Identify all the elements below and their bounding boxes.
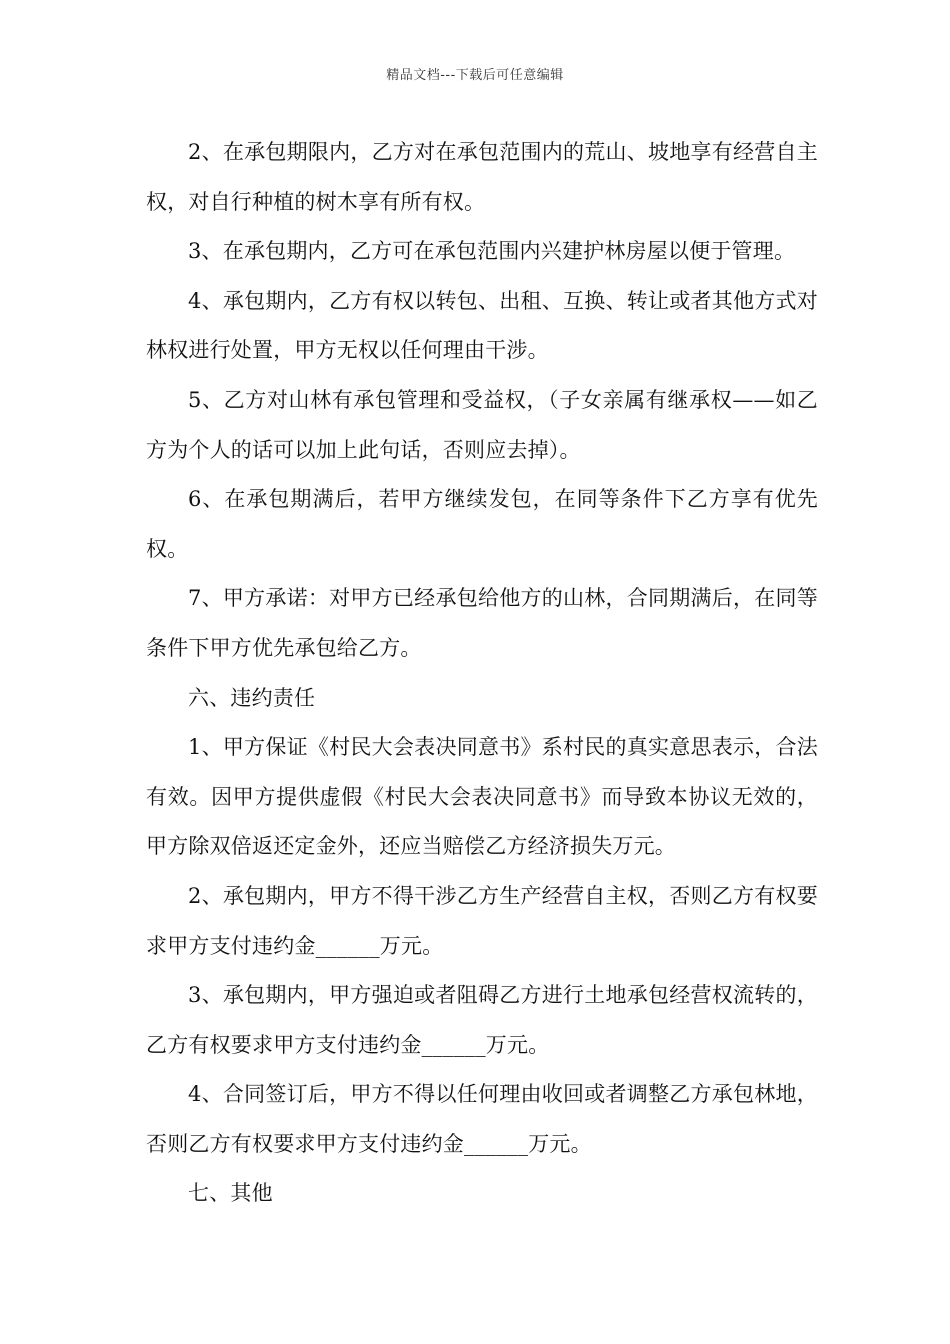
section-heading-other: 七、其他 bbox=[188, 1181, 273, 1206]
liability-clause-2: 2、承包期内，甲方不得干涉乙方生产经营自主权，否则乙方有权要求甲方支付违约金______万元。 bbox=[146, 883, 818, 958]
document-body bbox=[146, 128, 818, 1219]
liability-clause-1: 1、甲方保证《村民大会表决同意书》系村民的真实意思表示，合法有效。因甲方提供虚假《村民大会表决同意书》而导致本协议无效的，甲方除双倍返还定金外，还应当赔偿乙方经济损失万元。 bbox=[146, 735, 818, 859]
clause-6-priority-renewal: 6、在承包期满后，若甲方继续发包，在同等条件下乙方享有优先权。 bbox=[146, 487, 818, 561]
clause-2-operating-autonomy: 2、在承包期限内，乙方对在承包范围内的荒山、坡地享有经营自主权，对自行种植的树木享有所有权。 bbox=[146, 140, 818, 214]
page-header: 精品文档---下载后可任意编辑 bbox=[386, 68, 564, 83]
clause-3-forest-house: 3、在承包期内，乙方可在承包范围内兴建护林房屋以便于管理。 bbox=[188, 239, 796, 264]
clause-7-party-a-promise: 7、甲方承诺：对甲方已经承包给他方的山林，合同期满后，在同等条件下甲方优先承包给乙方。 bbox=[146, 586, 818, 660]
section-heading-liability: 六、违约责任 bbox=[188, 685, 316, 710]
clause-4-forest-rights-disposal: 4、承包期内，乙方有权以转包、出租、互换、转让或者其他方式对林权进行处置，甲方无权以任何理由干涉。 bbox=[146, 288, 818, 363]
clause-5-management-benefit-rights: 5、乙方对山林有承包管理和受益权，（子女亲属有继承权——如乙方为个人的话可以加上此句话，否则应去掉）。 bbox=[146, 387, 818, 462]
liability-clause-4: 4、合同签订后，甲方不得以任何理由收回或者调整乙方承包林地，否则乙方有权要求甲方支付违约金______万元。 bbox=[146, 1082, 818, 1156]
liability-clause-3: 3、承包期内，甲方强迫或者阻碍乙方进行土地承包经营权流转的，乙方有权要求甲方支付违约金______万元。 bbox=[146, 983, 818, 1057]
